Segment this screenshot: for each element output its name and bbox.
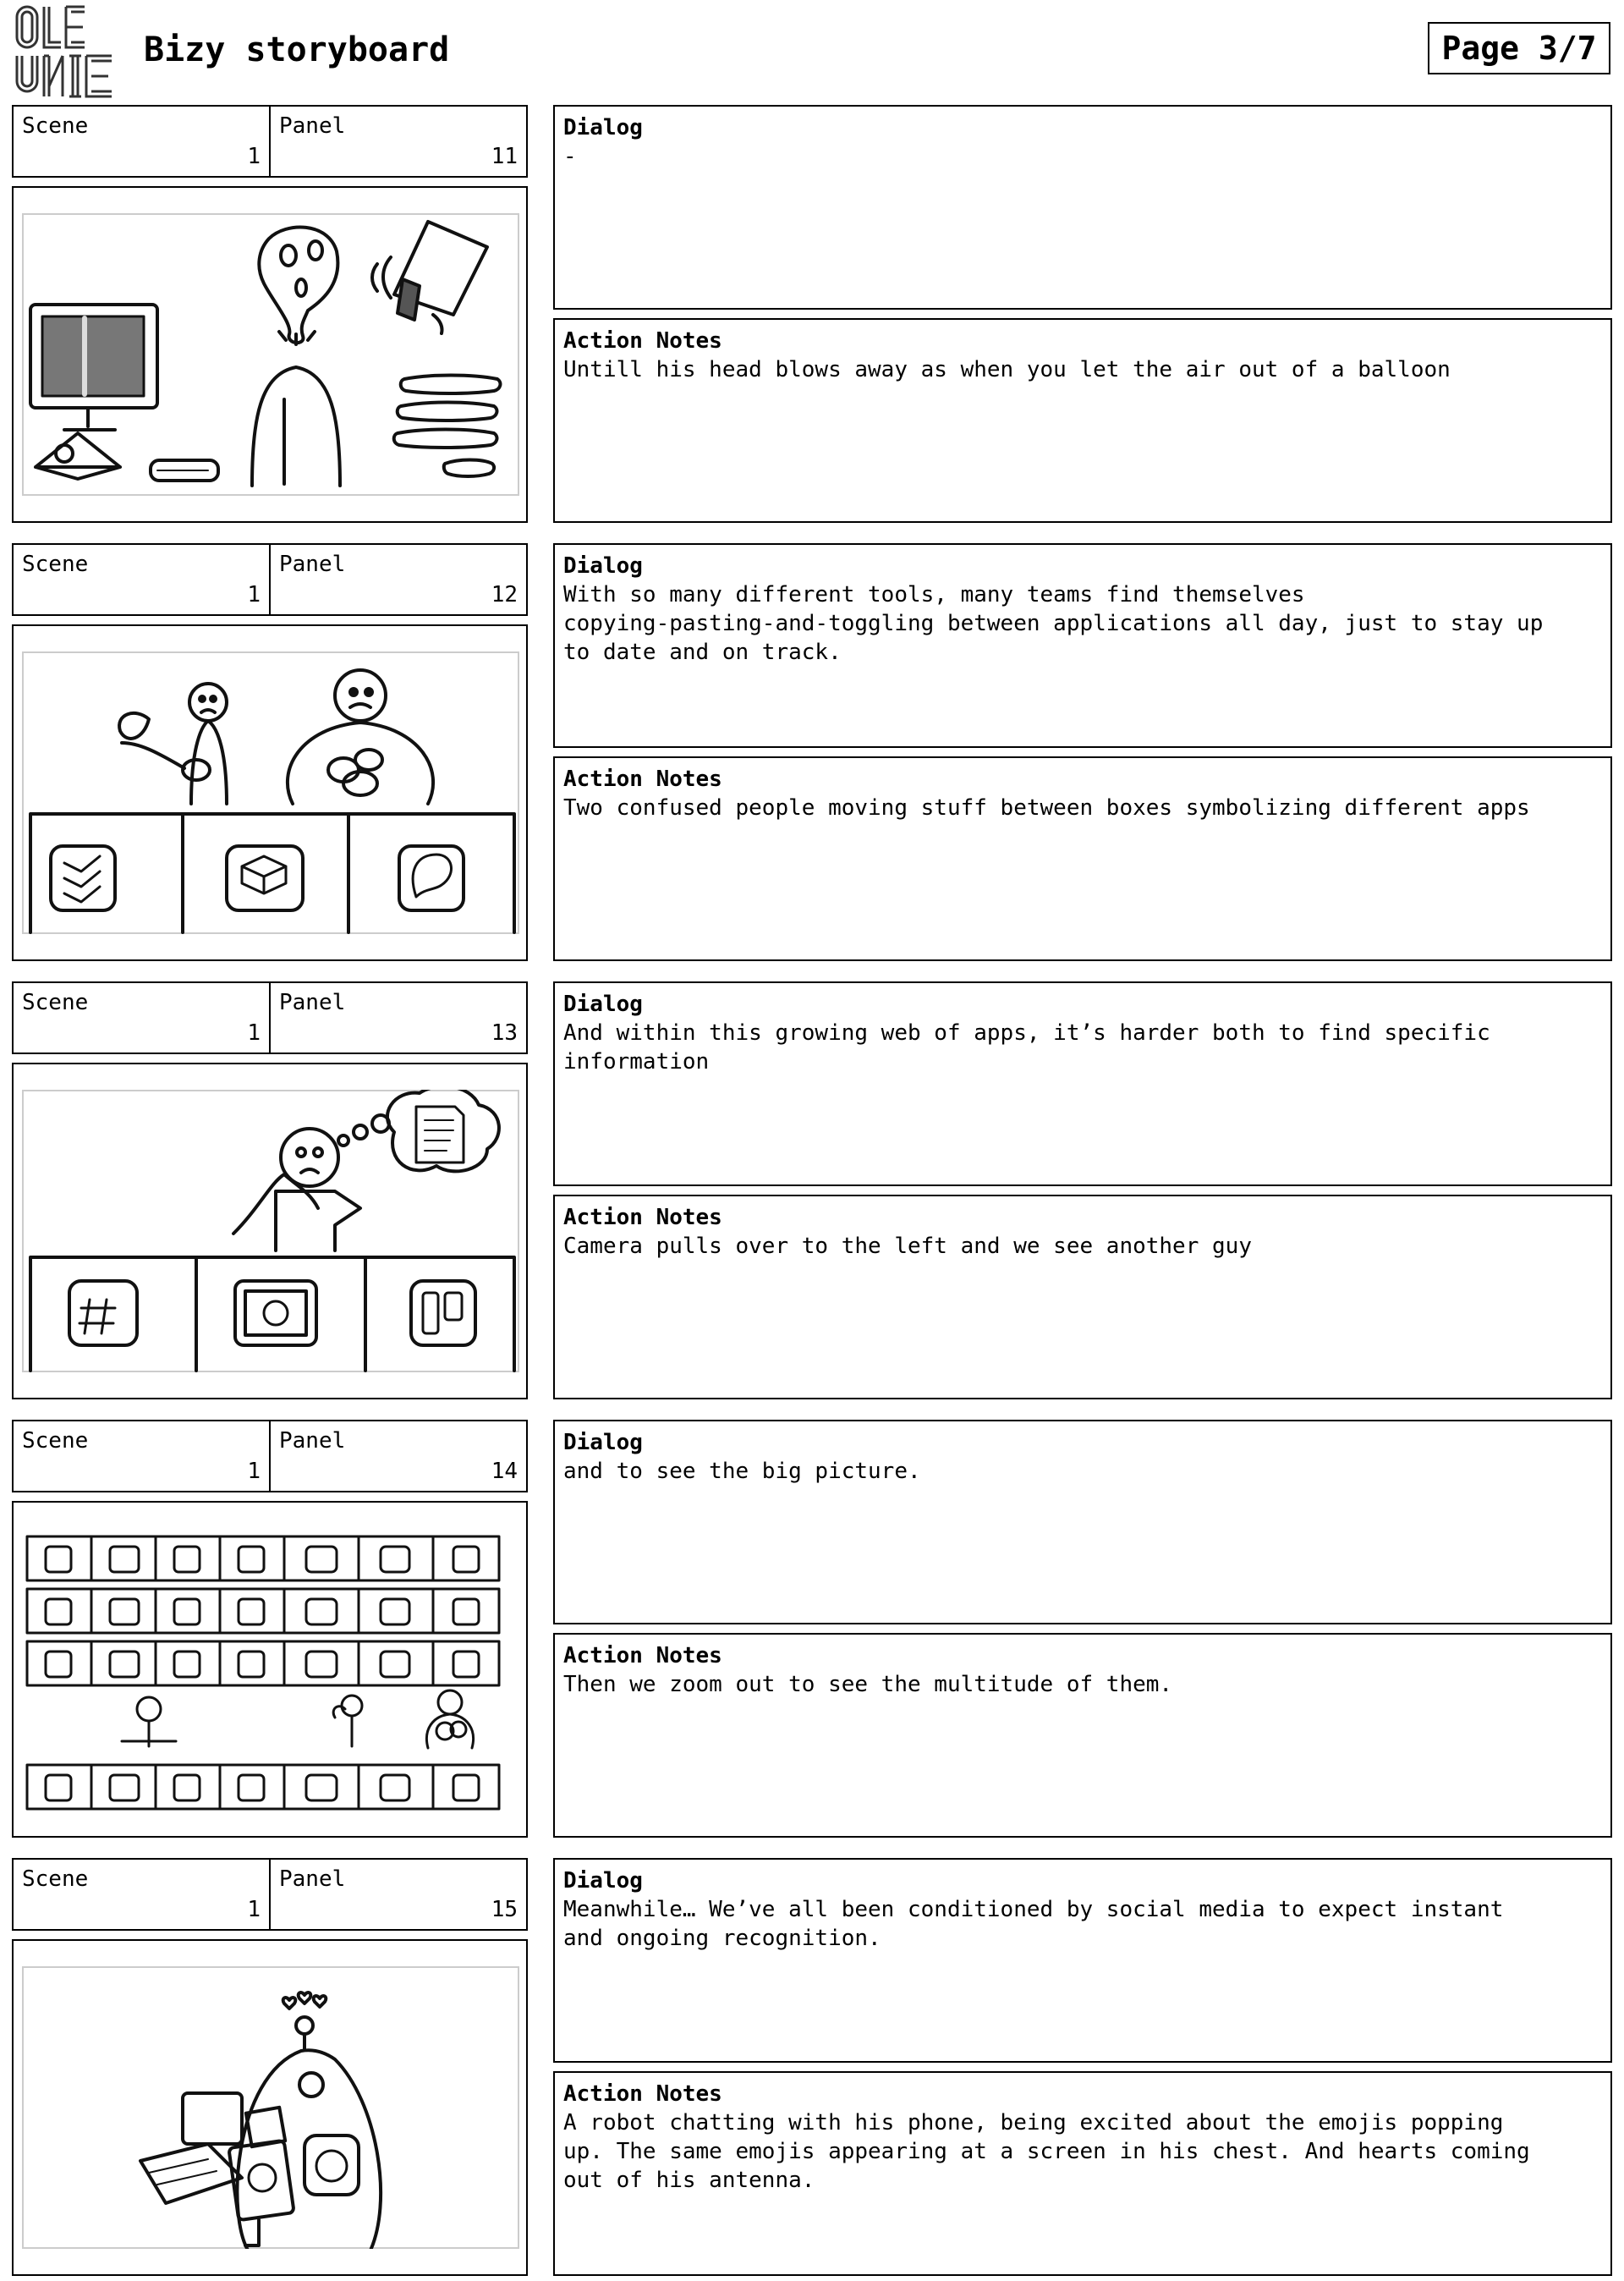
dialog-text: With so many different tools, many teams find themselves copying-pasting-and-toggling between applications all day, just to stay up to date and on track.: [563, 582, 1544, 665]
panel-cell: [269, 545, 526, 614]
panel-number: 13: [491, 1020, 518, 1046]
sketch-frame: [12, 1939, 528, 2276]
panel-number: 11: [491, 144, 518, 169]
dialog-box: [553, 105, 1612, 310]
scene-number: 1: [247, 1459, 261, 1484]
dialog-label: Dialog: [563, 1868, 643, 1894]
action-notes-box: [553, 318, 1612, 523]
action-notes-text: Then we zoom out to see the multitude of them.: [563, 1672, 1173, 1697]
dialog-box: [553, 981, 1612, 1186]
panel-label: Panel: [279, 552, 346, 577]
app-grid-sketch: [22, 1520, 519, 1822]
action-notes-label: Action Notes: [563, 1643, 722, 1668]
scene-panel-header: [12, 1420, 528, 1492]
scene-panel-header: [12, 105, 528, 178]
scene-label: Scene: [22, 990, 89, 1015]
scene-number: 1: [247, 582, 261, 607]
dialog-label: Dialog: [563, 553, 643, 579]
scene-label: Scene: [22, 1866, 89, 1892]
action-notes-box: [553, 2071, 1612, 2276]
dialog-box: [553, 1420, 1612, 1624]
panel-cell: [269, 107, 526, 176]
sketch-frame: [12, 624, 528, 961]
scene-label: Scene: [22, 1428, 89, 1454]
scene-label: Scene: [22, 113, 89, 139]
page-indicator: Page 3/7: [1428, 22, 1610, 74]
scene-panel-header: [12, 1858, 528, 1931]
panel-number: 12: [491, 582, 518, 607]
panel-cell: [269, 1860, 526, 1929]
storyboard-panel: [0, 981, 1624, 1399]
panel-number: 14: [491, 1459, 518, 1484]
panel-label: Panel: [279, 1866, 346, 1892]
storyboard-panel: [0, 543, 1624, 961]
action-notes-text: Camera pulls over to the left and we see another guy: [563, 1234, 1252, 1259]
sketch-frame: [12, 1501, 528, 1838]
scene-label: Scene: [22, 552, 89, 577]
scene-number: 1: [247, 144, 261, 169]
action-notes-label: Action Notes: [563, 328, 722, 354]
deflating-head-sketch: [22, 213, 519, 496]
sketch-frame: [12, 186, 528, 523]
panel-label: Panel: [279, 113, 346, 139]
robot-phone-sketch: [22, 1966, 519, 2249]
scene-panel-header: [12, 543, 528, 616]
scene-cell: [14, 1421, 269, 1491]
action-notes-box: [553, 756, 1612, 961]
action-notes-text: A robot chatting with his phone, being excited about the emojis popping up. The same emojis appearing at a screen in his chest. And hearts coming out of his antenna.: [563, 2110, 1530, 2193]
panel-number: 15: [491, 1897, 518, 1922]
action-notes-text: Untill his head blows away as when you let the air out of a balloon: [563, 357, 1451, 382]
dialog-text: -: [563, 144, 577, 169]
thinking-guy-sketch: [22, 1090, 519, 1372]
scene-cell: [14, 1860, 269, 1929]
storyboard-panel: [0, 1858, 1624, 2276]
panel-label: Panel: [279, 1428, 346, 1454]
scene-cell: [14, 107, 269, 176]
dialog-box: [553, 1858, 1612, 2063]
panel-label: Panel: [279, 990, 346, 1015]
dialog-box: [553, 543, 1612, 748]
dialog-label: Dialog: [563, 115, 643, 140]
action-notes-box: [553, 1633, 1612, 1838]
scene-number: 1: [247, 1897, 261, 1922]
dialog-label: Dialog: [563, 1430, 643, 1455]
action-notes-text: Two confused people moving stuff between boxes symbolizing different apps: [563, 795, 1530, 821]
storyboard-panel: [0, 1420, 1624, 1838]
action-notes-label: Action Notes: [563, 767, 722, 792]
dialog-text: and to see the big picture.: [563, 1459, 921, 1484]
app-boxes-people-sketch: [22, 651, 519, 934]
scene-cell: [14, 983, 269, 1053]
action-notes-label: Action Notes: [563, 2081, 722, 2107]
scene-cell: [14, 545, 269, 614]
document-title: Bizy storyboard: [144, 30, 450, 69]
scene-number: 1: [247, 1020, 261, 1046]
company-logo: [14, 3, 118, 103]
scene-panel-header: [12, 981, 528, 1054]
sketch-frame: [12, 1063, 528, 1399]
dialog-text: And within this growing web of apps, it’s harder both to find specific information: [563, 1020, 1490, 1075]
dialog-label: Dialog: [563, 992, 643, 1017]
storyboard-panel: [0, 105, 1624, 523]
dialog-text: Meanwhile… We’ve all been conditioned by social media to expect instant and ongoing recognition.: [563, 1897, 1504, 1951]
action-notes-box: [553, 1195, 1612, 1399]
action-notes-label: Action Notes: [563, 1205, 722, 1230]
panel-cell: [269, 1421, 526, 1491]
panel-cell: [269, 983, 526, 1053]
